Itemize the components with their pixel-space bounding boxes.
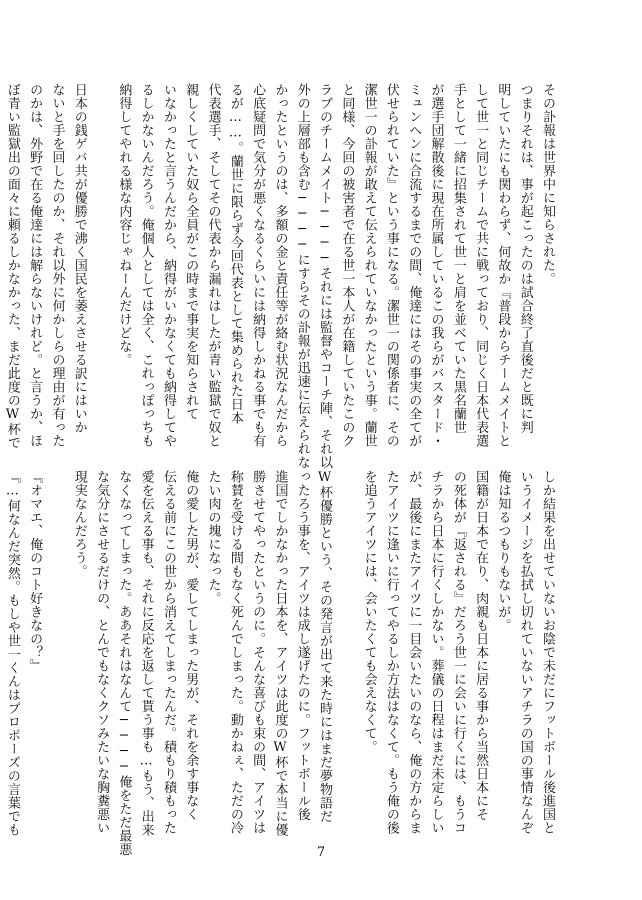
text-line: と同様、今回の被害者で在る世一本人が在籍していたこのク	[339, 83, 355, 448]
text-line: 日本の銭ゲバ共が優勝で沸く国民を萎えさせる訳にはいか	[71, 83, 87, 434]
text-line: ミュンヘンに合流するまでの間、俺達にはその事実の全てが	[406, 83, 422, 448]
text-line: 俺の愛した男が、愛してしまった男が、それを余す事なく	[183, 470, 199, 821]
text-line: その訃報は世界中に知らされた。	[540, 83, 555, 286]
text-line: 『…何なんだ突然。もしや世一くんはプロポーズの言葉でも	[4, 470, 20, 837]
text-line: が選手団解散後に現在所属しているこの我らがバスタード・	[428, 83, 444, 448]
text-line: 伏せられていた』という事になる。潔世一の関係者に、その	[383, 83, 399, 448]
text-line: 代表選手、そしてその代表から漏れはしたが青い監獄で奴と	[205, 83, 221, 448]
text-line: るしかないんだろう。俺個人としては全く、これっぽっちも	[138, 83, 154, 448]
text-line: 外の上層部も含む────にすらその訃報が迅速に伝えられな	[294, 83, 310, 469]
text-line: 現実なんだろう。	[71, 470, 87, 578]
text-line: が、最後にまたアイツに一目会いたいのなら、俺の方からま	[406, 470, 422, 835]
text-line	[90, 83, 112, 463]
text-line: 心底疑問で気分が悪くなるくらいには納得しかねる事でも有	[250, 83, 266, 448]
text-line	[45, 470, 67, 850]
text-line: 愛を伝える事も、それに反応を返して貰う事も…もう、出来	[138, 470, 154, 837]
text-line: のかは、外野で在る俺達には解らないけれど。と言うか、ほ	[27, 83, 43, 448]
text-line: 進国でしかなかった日本を、アイツは此度のW杯で本当に優	[272, 470, 288, 837]
text-line: 称賛を受ける間もなく死んでしまった。動かねぇ、ただの冷	[227, 470, 243, 835]
text-line: 伝える前にこの世から消えてしまったんだ。積もり積もった	[160, 470, 176, 835]
text-line: W杯優勝という、その発言が出て来た時にはまだ夢物語だ	[317, 470, 333, 823]
text-line: たアイツに逢いに行ってやるしか方法はなくて。もう俺の後	[383, 470, 399, 835]
text-line: を追うアイツには、会いたくても会えなくて。	[361, 470, 377, 754]
text-line: 親しくしていた奴ら全員がこの時まで事実を知らされて	[183, 83, 199, 421]
text-line: ないと手を回したのか、それ以外に何かしらの理由が有った	[49, 83, 65, 448]
text-line: な気分にさせるだけの、とんでもなくクソみたいな胸糞悪い	[94, 470, 110, 835]
page-number: 7	[316, 845, 326, 860]
text-line: なくなってしまった。ああそれはなんて────俺をただ最悪	[116, 470, 132, 856]
lower-text-block	[1, 470, 558, 856]
text-line: るが……。蘭世に限らず今回代表として集められた日本	[227, 83, 243, 425]
upper-text-block	[1, 83, 558, 469]
text-line: しか結果を出せていないお陰で未だにフットボール後進国と	[540, 470, 555, 835]
text-line: 俺は知るつもりもないが。	[495, 470, 511, 632]
text-line: ぼ青い監獄出の面々に頼るしかなかった、まだ此度のW杯で	[4, 83, 20, 450]
text-line: チラから日本に行くしかない。葬儀の日程はまだ未定らしい	[428, 470, 444, 835]
text-line: して世一と同じチームで共に戦っており、同じく日本代表選	[473, 83, 489, 448]
text-line: ったろう事を、アイツは成し遂げたのに。フットボール後	[294, 470, 310, 821]
text-line	[335, 470, 357, 850]
text-line: つまりそれは、事が起こったのは試合終了直後だと既に判	[517, 83, 533, 434]
text-line: ラブのチームメイト────それには監督やコーチ陣、それ以	[317, 83, 333, 469]
text-line: 手として一緒に招集されて世一と肩を並べていた黒名蘭世	[450, 83, 466, 434]
text-line: の死体が『返される』だろう世一に会いに行くには、もうコ	[450, 470, 466, 835]
text-line: 国籍が日本で在り、肉親も日本に居る事から当然日本にそ	[473, 470, 489, 821]
text-line: たい肉の塊になった。	[205, 470, 221, 605]
text-line: かったというのは、多額の金と責任等が絡む状況なんだから	[272, 83, 288, 448]
text-line: いなかったと言うんだから、納得がいかなくても納得してや	[160, 83, 176, 448]
text-line: 納得してやれる様な内容じゃねーんだけどな。	[116, 83, 132, 367]
text-line: 『オマエ、俺のコト好きなの？』	[27, 470, 43, 673]
text-line: 潔世一の訃報が敢えて伝えられていなかったという事。蘭世	[361, 83, 377, 448]
text-line: 明していたにも関わらず、何故か『普段からチームメイトと	[495, 83, 511, 448]
text-line: 勝させてやったというのに。そんな喜びも束の間、アイツは	[250, 470, 266, 835]
text-line: いうイメージを払拭し切れていないアチラの国の事情なんぞ	[517, 470, 533, 835]
